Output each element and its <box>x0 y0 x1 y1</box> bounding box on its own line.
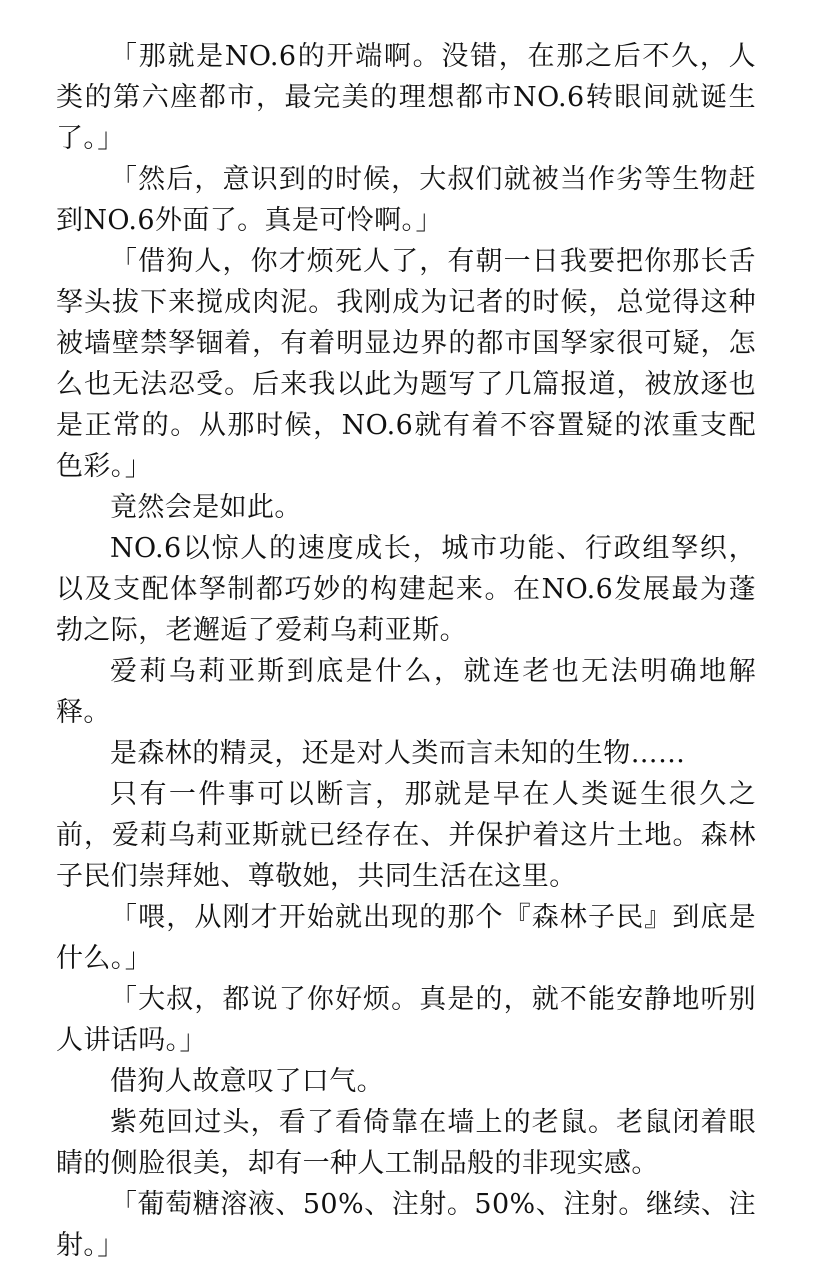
paragraph-5: NO.6以惊人的速度成长，城市功能、行政组孥织，以及支配体孥制都巧妙的构建起来。在NO.6发展最为蓬勃之际，老邂逅了爱莉乌莉亚斯。 <box>56 533 756 646</box>
paragraph-11: 借狗人故意叹了口气。 <box>110 1066 384 1097</box>
paragraph-12: 紫苑回过头，看了看倚靠在墙上的老鼠。老鼠闭着眼睛的侧脸很美，却有一种人工制品般的非现实感。 <box>56 1107 756 1179</box>
paragraph-1: 「那就是NO.6的开端啊。没错，在那之后不久，人类的第六座都市，最完美的理想都市NO.6转眼间就诞生了。」 <box>56 41 756 154</box>
paragraph-9: 「喂，从刚才开始就出现的那个『森林子民』到底是什么。」 <box>56 902 756 974</box>
paragraph-6: 爱莉乌莉亚斯到底是什么，就连老也无法明确地解释。 <box>56 656 756 728</box>
paragraph-7: 是森林的精灵，还是对人类而言未知的生物…… <box>110 738 686 769</box>
paragraph-3: 「借狗人，你才烦死人了，有朝一日我要把你那长舌孥头拔下来搅成肉泥。我刚成为记者的时候，总觉得这种被墙壁禁孥锢着，有着明显边界的都市国孥家很可疑，怎么也无法忍受。后来我以此为题写了几篇报道，被放逐也是正常的。从那时候，NO.6就有着不容置疑的浓重支配色彩。」 <box>56 246 756 482</box>
paragraph-2: 「然后，意识到的时候，大叔们就被当作劣等生物赶到NO.6外面了。真是可怜啊。」 <box>56 164 756 236</box>
paragraph-10: 「大叔，都说了你好烦。真是的，就不能安静地听别人讲话吗。」 <box>56 984 756 1056</box>
paragraph-13: 「葡萄糖溶液、50%、注射。50%、注射。继续、注射。」 <box>56 1189 756 1261</box>
paragraph-4: 竟然会是如此。 <box>110 492 302 523</box>
paragraph-8: 只有一件事可以断言，那就是早在人类诞生很久之前，爱莉乌莉亚斯就已经存在、并保护着这片土地。森林子民们崇拜她、尊敬她，共同生活在这里。 <box>56 779 756 892</box>
